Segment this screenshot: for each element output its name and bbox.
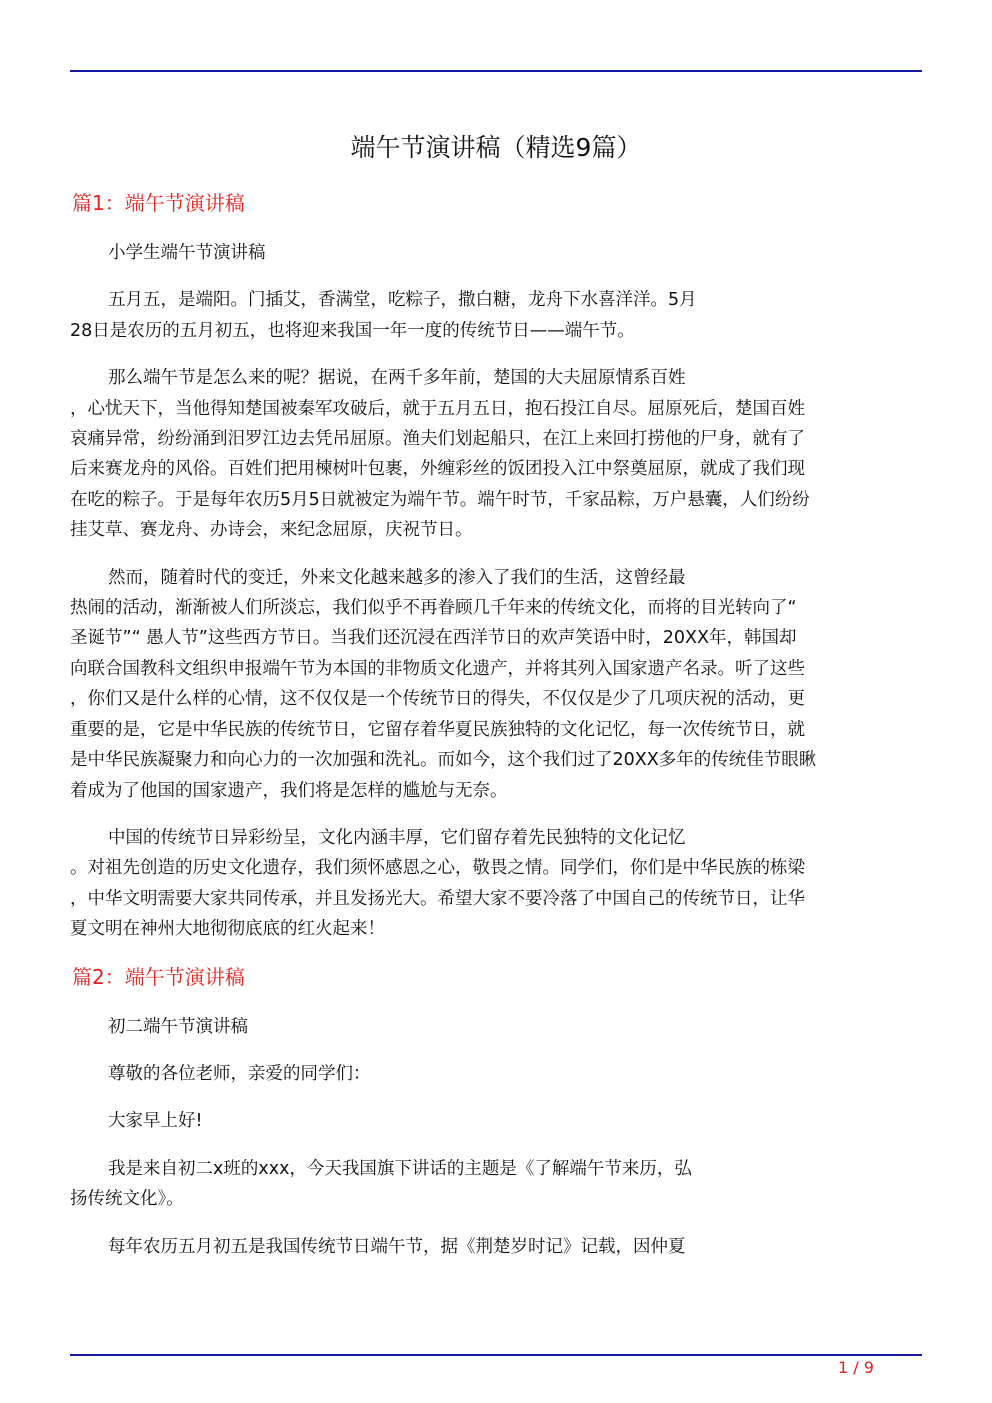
paragraph-line: 28日是农历的五月初五，也将迎来我国一年一度的传统节日——端午节。 xyxy=(70,320,635,341)
paragraph-line: 每年农历五月初五是我国传统节日端午节，据《荆楚岁时记》记载，因仲夏 xyxy=(108,1236,686,1257)
paragraph xyxy=(70,1059,922,1089)
paragraph-line: 哀痛异常，纷纷涌到汨罗江边去凭吊屈原。渔夫们划起船只，在江上来回打捞他的尸身，就有了 xyxy=(70,429,805,450)
paragraph-line: 后来赛龙舟的风俗。百姓们把用楝树叶包裹，外缠彩丝的饭团投入江中祭奠屈原，就成了我们现 xyxy=(70,459,805,480)
paragraph-line: 大家早上好! xyxy=(108,1111,203,1132)
section-2 xyxy=(70,962,922,1262)
paragraph-line: 夏文明在神州大地彻彻底底的红火起来！ xyxy=(70,919,385,940)
paragraph-line: 着成为了他国的国家遗产，我们将是怎样的尴尬与无奈。 xyxy=(70,780,508,801)
paragraph-line: 在吃的粽子。于是每年农历5月5日就被定为端午节。端午时节，千家品粽，万户悬囊，人们纷纷 xyxy=(70,489,810,510)
paragraph-line: 尊敬的各位老师，亲爱的同学们： xyxy=(108,1063,371,1084)
paragraph-line: 向联合国教科文组织申报端午节为本国的非物质文化遗产，并将其列入国家遗产名录。听了这些 xyxy=(70,658,805,679)
paragraph-line: 挂艾草、赛龙舟、办诗会，来纪念屈原，庆祝节日。 xyxy=(70,520,473,541)
paragraph-line: ，心忧天下，当他得知楚国被秦军攻破后，就于五月五日，抱石投江自尽。屈原死后，楚国百姓 xyxy=(70,398,805,419)
paragraph xyxy=(70,238,922,268)
document-title: 端午节演讲稿（精选9篇） xyxy=(350,133,642,162)
paragraph xyxy=(70,363,922,545)
paragraph-line: 小学生端午节演讲稿 xyxy=(108,243,266,263)
paragraph-line: ，中华文明需要大家共同传承，并且发扬光大。希望大家不要冷落了中国自己的传统节日，让华 xyxy=(70,888,805,909)
paragraph xyxy=(70,1232,922,1262)
paragraph xyxy=(70,823,922,945)
paragraph xyxy=(70,1012,922,1042)
paragraph-line: 初二端午节演讲稿 xyxy=(108,1016,248,1037)
paragraph-line: 圣诞节”“ 愚人节”这些西方节日。当我们还沉浸在西洋节日的欢声笑语中时，20XX年，韩国却 xyxy=(70,628,797,649)
paragraph-line: 是中华民族凝聚力和向心力的一次加强和洗礼。而如今，这个我们过了20XX多年的传统佳节眼瞅 xyxy=(70,750,817,771)
paragraph-line: 重要的是，它是中华民族的传统节日，它留存着华夏民族独特的文化记忆，每一次传统节日，就 xyxy=(70,719,805,740)
section-heading: 篇1：端午节演讲稿 xyxy=(72,191,245,215)
paragraph-line: 中国的传统节日异彩纷呈，文化内涵丰厚，它们留存着先民独特的文化记忆 xyxy=(108,827,686,848)
paragraph-line: 扬传统文化》。 xyxy=(70,1189,184,1210)
paragraph-line: 然而，随着时代的变迁，外来文化越来越多的渗入了我们的生活，这曾经最 xyxy=(108,567,686,588)
header-rule xyxy=(70,70,922,72)
paragraph-line: 五月五，是端阳。门插艾，香满堂，吃粽子，撒白糖，龙舟下水喜洋洋。5月 xyxy=(108,290,697,311)
paragraph xyxy=(70,1154,922,1215)
section-heading: 篇2：端午节演讲稿 xyxy=(72,964,245,989)
document-body xyxy=(70,188,922,1279)
paragraph-line: ，你们又是什么样的心情，这不仅仅是一个传统节日的得失，不仅仅是少了几项庆祝的活动，更 xyxy=(70,689,805,710)
paragraph-line: 那么端午节是怎么来的呢？据说，在两千多年前，楚国的大夫屈原情系百姓 xyxy=(108,368,686,389)
section-1 xyxy=(70,188,922,945)
paragraph xyxy=(70,1106,922,1136)
paragraph-line: 我是来自初二x班的xxx，今天我国旗下讲话的主题是《了解端午节来历，弘 xyxy=(108,1158,692,1179)
paragraph xyxy=(70,563,922,806)
page-number: 1 / 9 xyxy=(838,1358,874,1377)
footer-rule xyxy=(70,1354,922,1356)
paragraph xyxy=(70,285,922,346)
paragraph-line: 。对祖先创造的历史文化遗存，我们须怀感恩之心，敬畏之情。同学们，你们是中华民族的栋梁 xyxy=(70,858,805,879)
paragraph-line: 热闹的活动，渐渐被人们所淡忘，我们似乎不再眷顾几千年来的传统文化，而将的目光转向了“ xyxy=(70,598,797,619)
